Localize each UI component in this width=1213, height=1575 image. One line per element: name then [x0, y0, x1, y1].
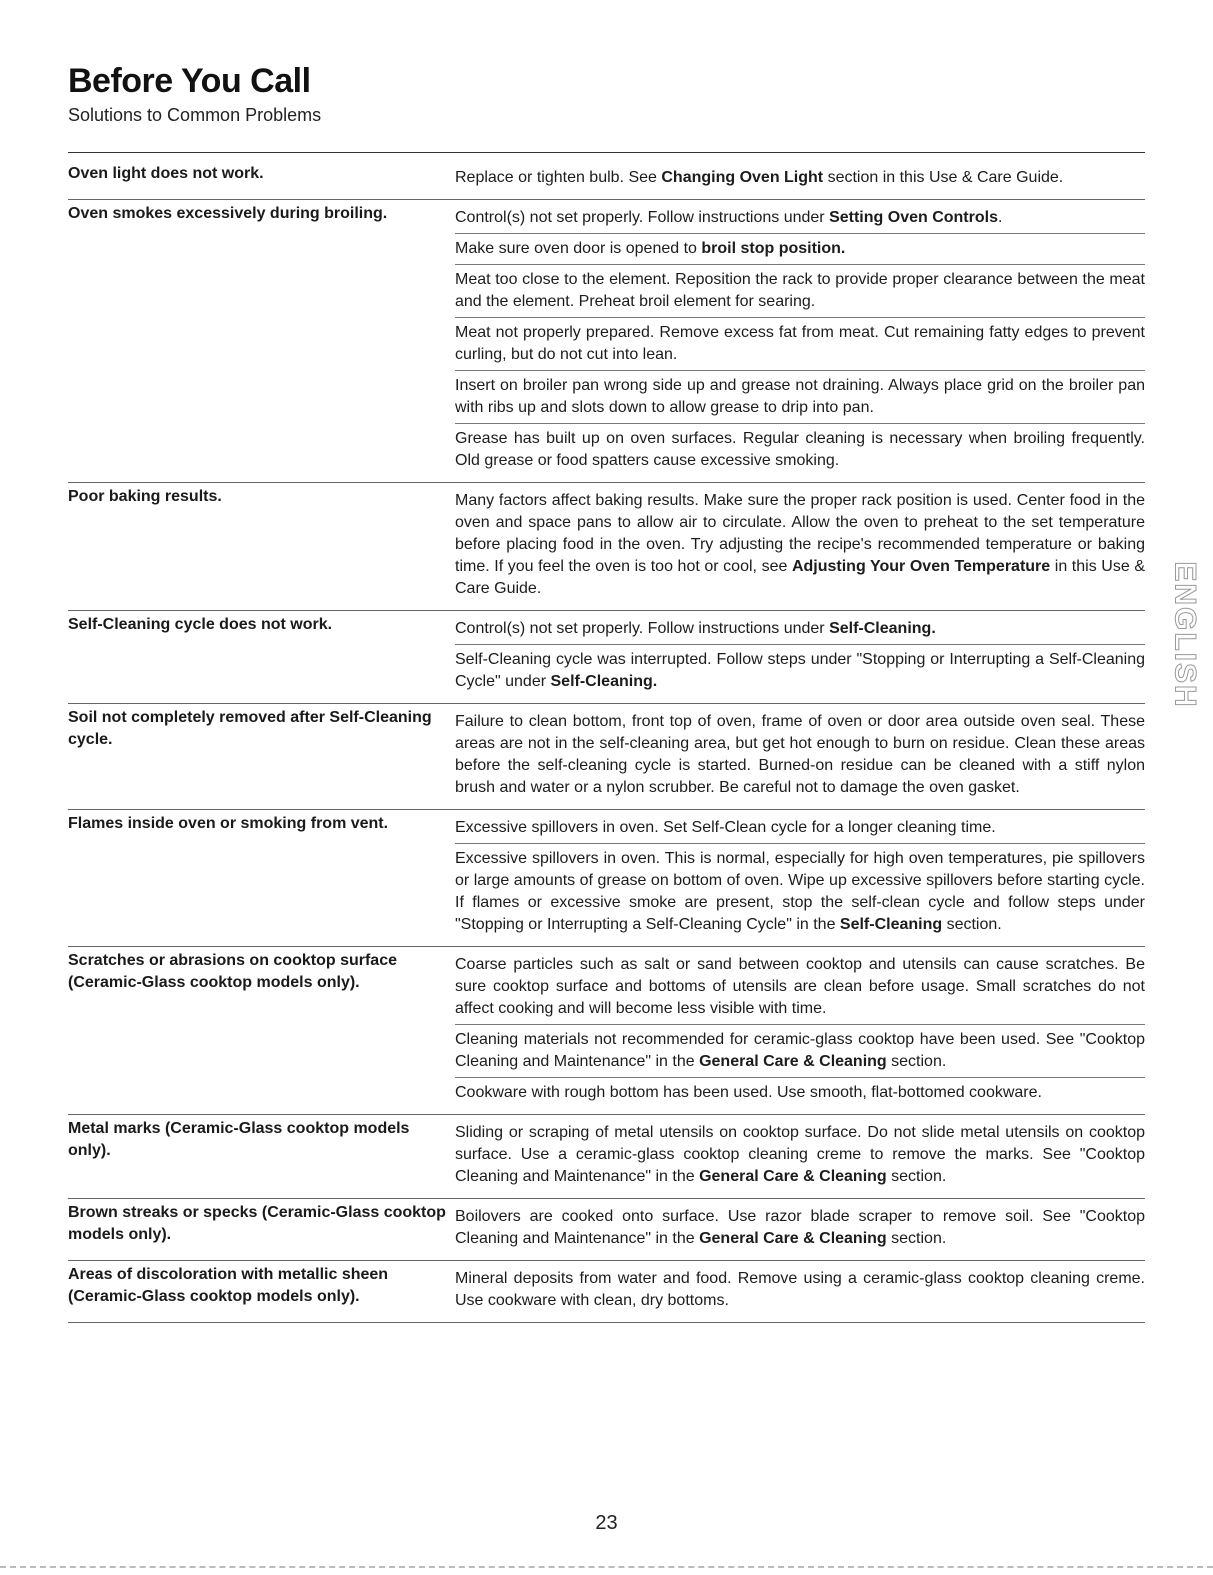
solution-segment: section. — [942, 916, 1002, 933]
table-row — [68, 160, 1145, 200]
solution-text — [455, 203, 1145, 233]
solution-text — [455, 843, 1145, 940]
page-title: Before You Call — [68, 62, 311, 100]
solution-text — [455, 813, 1145, 843]
solution-reference: Changing Oven Light — [661, 169, 824, 186]
solution-text — [455, 1118, 1145, 1192]
solution-text — [455, 163, 1145, 193]
solution-text — [455, 486, 1145, 604]
problem-label: Oven smokes excessively during broiling. — [68, 205, 388, 222]
solution-reference: Adjusting Your Oven Temperature — [791, 558, 1051, 575]
solution-reference: General Care & Cleaning — [699, 1230, 887, 1247]
solution-segment: in this Use & Care Guide. — [455, 558, 1145, 597]
solution-text — [455, 1202, 1145, 1254]
solution-segment: section in this Use & Care Guide. — [823, 169, 1064, 186]
solution-text — [455, 423, 1145, 476]
problem-label: Areas of discoloration with metallic sheen (Ceramic-Glass cooktop models only). — [68, 1266, 389, 1305]
solution-text — [455, 370, 1145, 423]
solution-list — [455, 1202, 1145, 1254]
solution-text — [455, 1024, 1145, 1077]
solution-segment: Excessive spillovers in oven. This is normal, especially for high oven temperatures, pie spillovers or large amounts of grease on bottom of oven. Wipe up excessive spillovers before starting cycle. If flames or excessive smoke are present, stop the self-clean cycle and follow steps under "Stopping or Interrupting a Self-Cleaning Cycle" in the — [455, 850, 1145, 933]
solution-reference: General Care & Cleaning — [699, 1168, 887, 1185]
solution-segment: Replace or tighten bulb. See — [455, 169, 662, 186]
solution-list — [455, 163, 1145, 193]
solution-segment: Boilovers are cooked onto surface. Use razor blade scraper to remove soil. See "Cooktop Cleaning and Maintenance" in the — [455, 1208, 1145, 1247]
solution-list — [455, 813, 1145, 940]
page-number: 23 — [595, 1512, 618, 1534]
problem-label: Flames inside oven or smoking from vent. — [68, 815, 389, 832]
solution-text — [455, 233, 1145, 264]
solution-segment: Make sure oven door is opened to — [455, 240, 702, 257]
solution-segment: Mineral deposits from water and food. Remove using a ceramic-glass cooktop cleaning creme. Use cookware with clean, dry bottoms. — [455, 1270, 1145, 1309]
solution-list — [455, 203, 1145, 476]
solution-list — [455, 1264, 1145, 1316]
solution-segment: Coarse particles such as salt or sand between cooktop and utensils can cause scratches. Be sure cooktop surface and bottoms of utensils are clean before usage. Small scratches do not affect cooking and will become less visible with time. — [455, 956, 1145, 1017]
solution-reference: Setting Oven Controls — [829, 209, 998, 226]
solution-text — [455, 950, 1145, 1024]
solution-segment: Cleaning materials not recommended for ceramic-glass cooktop have been used. See "Cooktop Cleaning and Maintenance" in the — [455, 1031, 1145, 1070]
solution-text — [455, 644, 1145, 697]
solution-list — [455, 707, 1145, 803]
problem-label: Self-Cleaning cycle does not work. — [68, 616, 333, 633]
solution-segment: Insert on broiler pan wrong side up and grease not draining. Always place grid on the broiler pan with ribs up and slots down to allow grease to drip into pan. — [455, 377, 1145, 416]
solution-segment: Grease has built up on oven surfaces. Regular cleaning is necessary when broiling frequently. Old grease or food spatters cause excessive smoking. — [455, 430, 1145, 469]
solution-reference: Self-Cleaning. — [550, 673, 658, 690]
solution-list — [455, 950, 1145, 1108]
solution-segment: . — [997, 209, 1003, 226]
solution-segment: Self-Cleaning cycle was interrupted. Follow steps under "Stopping or Interrupting a Self-Cleaning Cycle" under — [455, 651, 1145, 690]
table-row — [68, 1199, 1145, 1261]
table-row — [68, 1115, 1145, 1199]
table-row — [68, 200, 1145, 483]
solution-segment: Sliding or scraping of metal utensils on cooktop surface. Do not slide metal utensils on cooktop surface. Use a ceramic-glass cooktop cleaning creme to remove the marks. See "Cooktop Cleaning and Maintenance" in the — [455, 1124, 1145, 1185]
solution-segment: Failure to clean bottom, front top of oven, frame of oven or door area outside oven seal. These areas are not in the self-cleaning area, but get hot enough to burn on residue. Clean these areas before the self-cleaning cycle is started. Burned-on residue can be cleaned with a stiff nylon brush and water or a nylon scrubber. Be careful not to damage the oven gasket. — [455, 713, 1145, 796]
table-row — [68, 810, 1145, 947]
side-tab-label: ENGLISH — [1169, 561, 1203, 709]
solution-reference: General Care & Cleaning — [699, 1053, 887, 1070]
solution-list — [455, 1118, 1145, 1192]
troubleshooting-table — [68, 160, 1145, 1323]
table-row — [68, 1261, 1145, 1323]
language-side-tab — [1160, 560, 1210, 710]
solution-segment: Meat not properly prepared. Remove excess fat from meat. Cut remaining fatty edges to prevent curling, but do not cut into lean. — [455, 324, 1145, 363]
table-row — [68, 947, 1145, 1115]
solution-text — [455, 1077, 1145, 1108]
page-subtitle: Solutions to Common Problems — [68, 105, 322, 125]
solution-segment: section. — [886, 1230, 947, 1247]
solution-segment: section. — [886, 1053, 947, 1070]
solution-text — [455, 317, 1145, 370]
solution-segment: Excessive spillovers in oven. Set Self-Clean cycle for a longer cleaning time. — [455, 819, 996, 836]
bottom-divider — [0, 1566, 1213, 1568]
solution-segment: Control(s) not set properly. Follow instructions under — [455, 209, 830, 226]
solution-segment: Cookware with rough bottom has been used. Use smooth, flat-bottomed cookware. — [455, 1084, 1042, 1101]
problem-label: Soil not completely removed after Self-Cleaning cycle. — [68, 709, 432, 748]
solution-list — [455, 486, 1145, 604]
table-row — [68, 483, 1145, 611]
solution-reference: Self-Cleaning — [839, 916, 943, 933]
table-row — [68, 704, 1145, 810]
table-row — [68, 611, 1145, 704]
solution-text — [455, 707, 1145, 803]
solution-segment: section. — [886, 1168, 947, 1185]
header-divider — [68, 152, 1145, 153]
problem-label: Metal marks (Ceramic-Glass cooktop models only). — [68, 1120, 410, 1159]
solution-text — [455, 1264, 1145, 1316]
solution-list — [455, 614, 1145, 697]
problem-label: Brown streaks or specks (Ceramic-Glass cooktop models only). — [68, 1204, 446, 1243]
problem-label: Oven light does not work. — [68, 165, 264, 182]
solution-segment: Control(s) not set properly. Follow instructions under — [455, 620, 830, 637]
solution-text — [455, 264, 1145, 317]
solution-text — [455, 614, 1145, 644]
solution-segment: Meat too close to the element. Reposition the rack to provide proper clearance between the meat and the element. Preheat broil element for searing. — [455, 271, 1145, 310]
solution-reference: broil stop position. — [701, 240, 846, 257]
solution-reference: Self-Cleaning. — [829, 620, 936, 637]
solution-segment: Many factors affect baking results. Make sure the proper rack position is used. Center food in the oven and space pans to allow air to circulate. Allow the oven to preheat to the set temperature before placing food in the oven. Try adjusting the recipe's recommended temperature or baking time. If you feel the oven is too hot or cool, see — [455, 492, 1145, 575]
problem-label: Scratches or abrasions on cooktop surface (Ceramic-Glass cooktop models only). — [68, 952, 397, 991]
problem-label: Poor baking results. — [68, 488, 222, 505]
